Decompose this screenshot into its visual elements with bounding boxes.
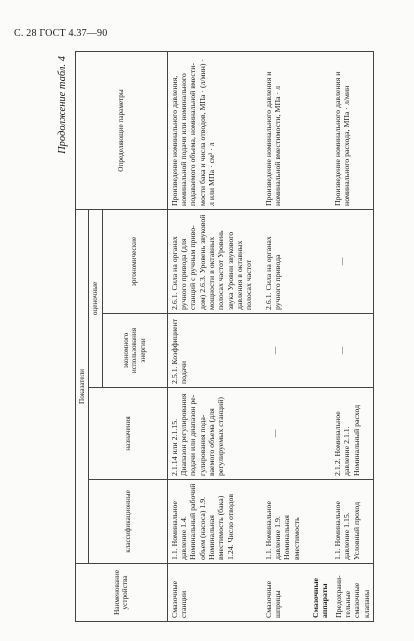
cell-ergonomic: —	[303, 209, 374, 313]
col-header-classification: классификационные	[89, 480, 167, 564]
cell-purpose: 2.1.14 или 2.1.15. Диапазон регулирования подачи или диапазон регулирования подаваемого объема (для регулируемых станций)	[167, 388, 256, 480]
cell-purpose: 2.1.2. Номинальное давление 2.1.1. Номинальный расход	[303, 388, 374, 480]
cell-economy: —	[256, 314, 303, 388]
group-title: Смазочные аппараты	[311, 577, 330, 618]
table-row	[303, 51, 374, 621]
table-row	[167, 51, 256, 621]
cell-classification: 1.1. Номинальное давление 1.4. Номинальный рабочий объем (насоса) 1.9. Номинальная вместимость (бака) 1.24. Число отводов	[167, 480, 256, 564]
cell-economy: —	[303, 314, 374, 388]
col-header-economy: экономного использования энергии	[102, 314, 167, 388]
cell-purpose: —	[256, 388, 303, 480]
device-name: Предохранительные смазочные клапаны	[333, 575, 371, 618]
cell-defining: Произведение номинального давления и номинальной вместимости, МПа · л	[256, 51, 303, 209]
data-table	[75, 51, 374, 622]
cell-device	[303, 564, 374, 622]
cell-classification: 1.1. Номинальное давление 1.15. Условный проход	[303, 480, 374, 564]
table-row	[256, 51, 303, 621]
col-header-indicators: Показатели	[76, 209, 89, 563]
cell-ergonomic: 2.6.1. Сила на органах ручного привода (для станций с ручным приводом) 2.6.3. Уровень звуковой мощности в октавных полосах частот Уровень звука Уровни звукового давления в октавных полосах частот	[167, 209, 256, 313]
col-header-purpose: назначения	[89, 388, 167, 480]
page-header: С. 28 ГОСТ 4.37—90	[14, 28, 108, 39]
table-caption: Продолжение табл. 4	[57, 56, 68, 154]
rotated-table-page	[57, 52, 397, 622]
col-header-ergonomic: эргономические	[102, 209, 167, 313]
cell-defining: Произведение номинального давления, номинальной подачи или номинального подаваемого объема, номинальной вместимости бака и числа отводов, МПа · (л/мин) · л или МПа · см³ · л	[167, 51, 256, 209]
cell-defining: Произведение номинального давления и номинального расхода, МПа · л/мин	[303, 51, 374, 209]
col-header-device: Наименование устройства	[76, 564, 168, 622]
col-header-defining: Определяющие параметры	[76, 51, 168, 209]
cell-ergonomic: 2.6.1. Сила на органах ручного привода	[256, 209, 303, 313]
cell-economy: 2.5.1. Коэффициент подачи	[167, 314, 256, 388]
col-header-evaluation: оценочные	[89, 209, 102, 387]
cell-classification: 1.1. Номинальное давление 1.9. Номинальная вместимость	[256, 480, 303, 564]
cell-device: Смазочные шприцы	[256, 564, 303, 622]
cell-device: Смазочные станции	[167, 564, 256, 622]
